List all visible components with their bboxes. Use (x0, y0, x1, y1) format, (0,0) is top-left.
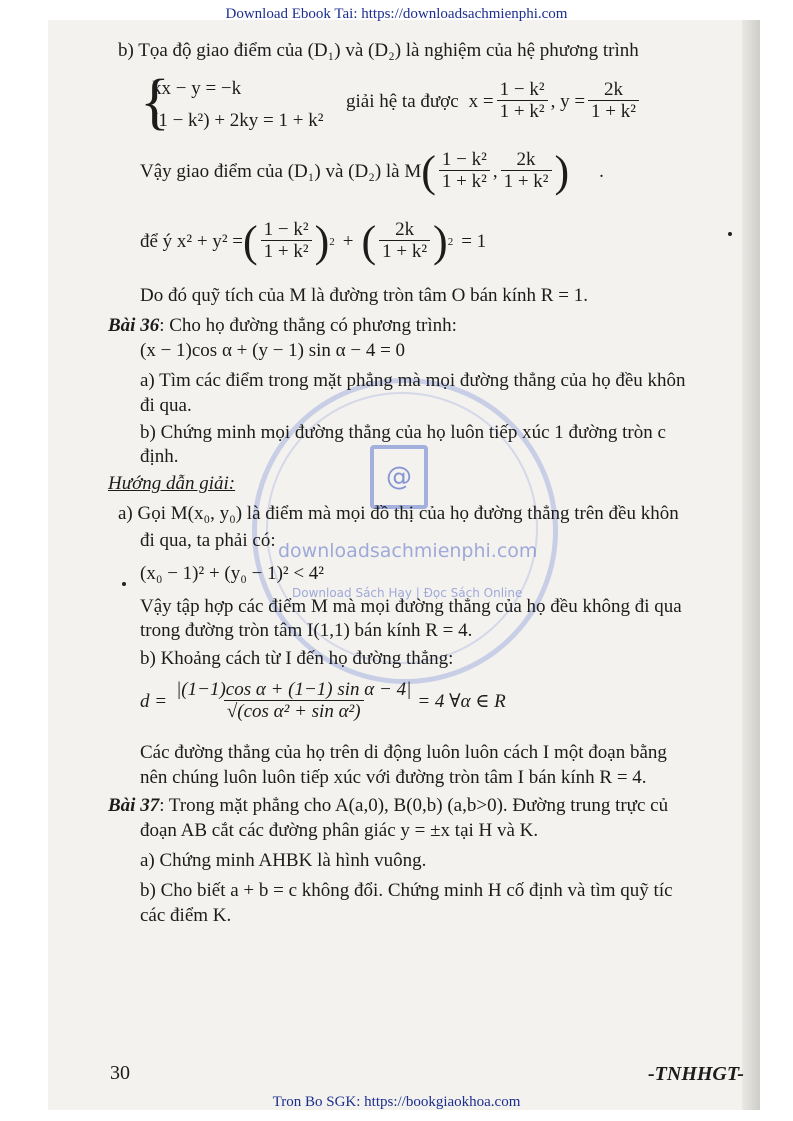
solution-text: giải hệ ta được (346, 90, 459, 112)
y-equals: , y = (550, 90, 586, 112)
system-eq-2: (1 − k²) + 2ky = 1 + k² (152, 110, 324, 131)
solution-a-line4: Vậy tập hợp các điểm M mà mọi đường thẳng của họ đều không đi qua (140, 596, 682, 617)
point-m-x: $\frac{\text{1 − k²}}{\text{1 + k²}}$ (439, 150, 490, 193)
solution-a-line1: a) Gọi M(x₀, y₀) là điểm mà mọi đồ thị của họ đường thẳng trên đều khôn (118, 503, 679, 524)
fraction-x (497, 80, 548, 123)
solution-b-line1: b) Khoảng cách từ I đến họ đường thẳng: (140, 648, 454, 669)
solution-a-line5: trong đường tròn tâm I(1,1) bán kính R = 4. (140, 620, 473, 641)
distance-lhs: d = (140, 690, 168, 712)
solution-a-inequality: (x₀ − 1)² + (y₀ − 1)² < 4² (140, 563, 325, 584)
fraction-y-numerator: 2k (603, 79, 623, 100)
solution-line (346, 80, 642, 123)
exercise-36a-line1: a) Tìm các điểm trong mặt phẳng mà mọi đường thẳng của họ đều khôn (140, 370, 686, 391)
para-intersection: b) Tọa độ giao điểm của (D₁) và (D₂) là nghiệm của hệ phương trình (118, 40, 639, 61)
exercise-36-equation: (x − 1)cos α + (y − 1) sin α − 4 = 0 (140, 340, 406, 361)
fraction-y (588, 80, 639, 123)
distance-denominator: √(cos α² + sin α²) (224, 700, 364, 723)
footer-sgk-link[interactable]: Tron Bo SGK: https://bookgiaokhoa.com (272, 1094, 521, 1110)
point-m-line: Vậy giao điểm của (D₁) và (D₂) là M ( $\frac{\text{1 − k²}}{\text{1 + k²}}$ , $\frac{2k}{\text{1 + k²}}$ ) . (140, 146, 604, 196)
fraction-x-numerator: 1 − k² (499, 79, 545, 100)
system-brace: { (140, 68, 170, 136)
fraction-y-denominator: 1 + k² (588, 100, 639, 123)
exercise-36b-line1: b) Chứng minh mọi đường thẳng của họ luôn tiếp xúc 1 đường tròn c (140, 422, 666, 443)
exercise-36-heading: Bài 36: Cho họ đường thẳng có phương trình: (108, 315, 457, 336)
exercise-37a: a) Chứng minh AHBK là hình vuông. (140, 850, 427, 871)
point-m-text: Vậy giao điểm của (D₁) và (D₂) là M (140, 160, 422, 182)
page-number: 30 (110, 1062, 130, 1084)
exercise-36b-line2: định. (140, 446, 179, 467)
distance-rhs: = 4 ∀α ∈ R (417, 690, 506, 712)
exercise-37-line1: Bài 37: Trong mặt phẳng cho A(a,0), B(0,b) (a,b>0). Đường trung trực củ (108, 795, 669, 816)
watermark-tagline: Download Sách Hay | Đọc Sách Online (292, 586, 523, 600)
exercise-37-line2: đoạn AB cắt các đường phân giác y = ±x tại H và K. (140, 820, 539, 841)
exercise-37b-line1: b) Cho biết a + b = c không đổi. Chứng minh H cố định và tìm quỹ tíc (140, 880, 673, 901)
running-footer: -TNHHGT- (648, 1063, 744, 1085)
x-equals: x = (468, 90, 494, 112)
page-edge-shadow (742, 20, 760, 1110)
exercise-37b-line2: các điểm K. (140, 905, 232, 926)
distance-fraction (173, 680, 414, 723)
distance-formula (140, 680, 506, 723)
point-m-y: $\frac{2k}{\text{1 + k²}}$ (501, 150, 552, 193)
solution-b-line4: nên chúng luôn luôn tiếp xúc với đường tròn tâm I bán kính R = 4. (140, 767, 647, 788)
conclusion-text: Do đó quỹ tích của M là đường tròn tâm O bán kính R = 1. (140, 285, 588, 306)
distance-numerator: |(1−1)cos α + (1−1) sin α − 4| (176, 679, 412, 700)
watermark-site: downloadsachmienphi.com (278, 540, 538, 562)
fraction-x-denominator: 1 + k² (497, 100, 548, 123)
solution-guide-heading: Hướng dẫn giải: (108, 473, 236, 494)
system-eq-1: kx − y = −k (152, 78, 242, 99)
solution-b-line3: Các đường thẳng của họ trên di động luôn luôn cách I một đoạn bằng (140, 742, 667, 763)
header-download-link[interactable]: Download Ebook Tai: https://downloadsachmienphi.com (225, 6, 568, 22)
solution-a-line2: đi qua, ta phải có: (140, 530, 276, 551)
ebook-icon: @ (370, 445, 428, 509)
identity-text: để ý x² + y² = (140, 230, 244, 252)
identity-line: để ý x² + y² = ( $\frac{\text{1 − k²}}{\text{1 + k²}}$ ) 2 + ( $\frac{2k}{\text{1 + k²}}$ ) 2 = 1 (140, 216, 487, 266)
exercise-36a-line2: đi qua. (140, 395, 192, 416)
